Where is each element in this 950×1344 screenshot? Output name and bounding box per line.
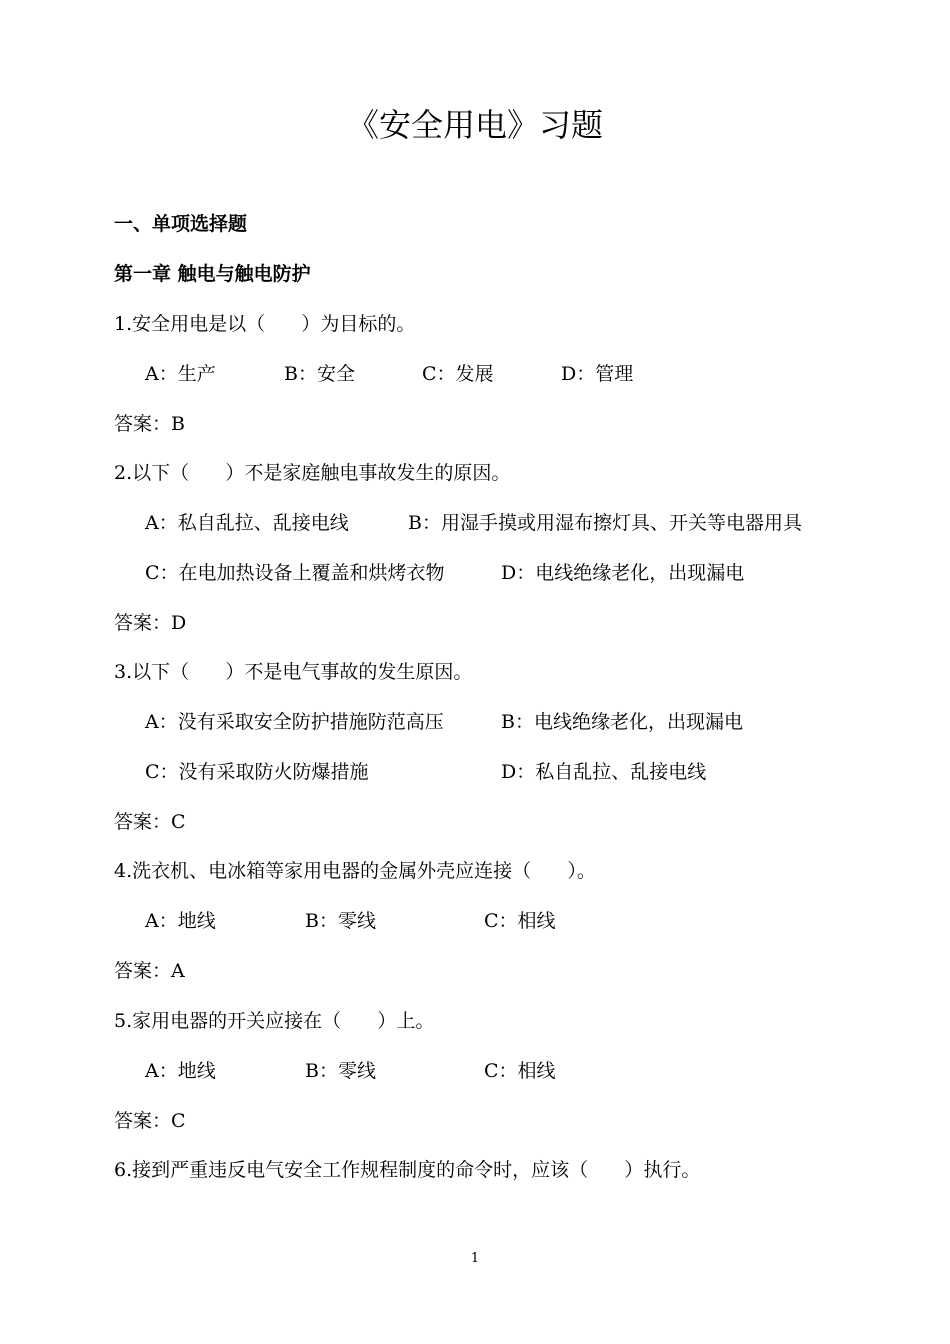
option-c: C：在电加热设备上覆盖和烘烤衣物 bbox=[145, 562, 445, 584]
question-stem: 6.接到严重违反电气安全工作规程制度的命令时，应该（ ）执行。 bbox=[114, 1159, 701, 1181]
option-c: C：发展 bbox=[422, 363, 494, 385]
option-d: D：电线绝缘老化，出现漏电 bbox=[501, 562, 745, 584]
answer: 答案：D bbox=[114, 612, 187, 634]
question-stem: 3.以下（ ）不是电气事故的发生原因。 bbox=[114, 661, 473, 683]
option-b: B：用湿手摸或用湿布擦灯具、开关等电器用具 bbox=[408, 512, 802, 534]
question-stem: 2.以下（ ）不是家庭触电事故发生的原因。 bbox=[114, 462, 511, 484]
option-d: D：管理 bbox=[561, 363, 634, 385]
option-b: B：电线绝缘老化，出现漏电 bbox=[501, 711, 743, 733]
question-stem: 4.洗衣机、电冰箱等家用电器的金属外壳应连接（ ）。 bbox=[114, 860, 596, 882]
answer: 答案：B bbox=[114, 413, 185, 435]
option-b: B：安全 bbox=[284, 363, 355, 385]
document-title: 《安全用电》习题 bbox=[346, 106, 603, 144]
section-heading: 一、单项选择题 bbox=[114, 213, 248, 235]
option-a: A：没有采取安全防护措施防范高压 bbox=[145, 711, 444, 733]
question-stem: 1.安全用电是以（ ）为目标的。 bbox=[114, 313, 416, 335]
option-a: A：生产 bbox=[145, 363, 216, 385]
option-a: A：地线 bbox=[145, 1060, 216, 1082]
answer: 答案：C bbox=[114, 811, 186, 833]
option-d: D：私自乱拉、乱接电线 bbox=[501, 761, 707, 783]
option-c: C：相线 bbox=[484, 1060, 556, 1082]
chapter-heading: 第一章 触电与触电防护 bbox=[114, 263, 311, 285]
option-a: A：地线 bbox=[145, 910, 216, 932]
option-c: C：相线 bbox=[484, 910, 556, 932]
option-c: C：没有采取防火防爆措施 bbox=[145, 761, 369, 783]
option-b: B：零线 bbox=[305, 1060, 376, 1082]
answer: 答案：C bbox=[114, 1110, 186, 1132]
option-a: A：私自乱拉、乱接电线 bbox=[145, 512, 349, 534]
page-number: 1 bbox=[470, 1251, 480, 1266]
question-stem: 5.家用电器的开关应接在（ ）上。 bbox=[114, 1010, 435, 1032]
answer: 答案：A bbox=[114, 960, 185, 982]
option-b: B：零线 bbox=[305, 910, 376, 932]
